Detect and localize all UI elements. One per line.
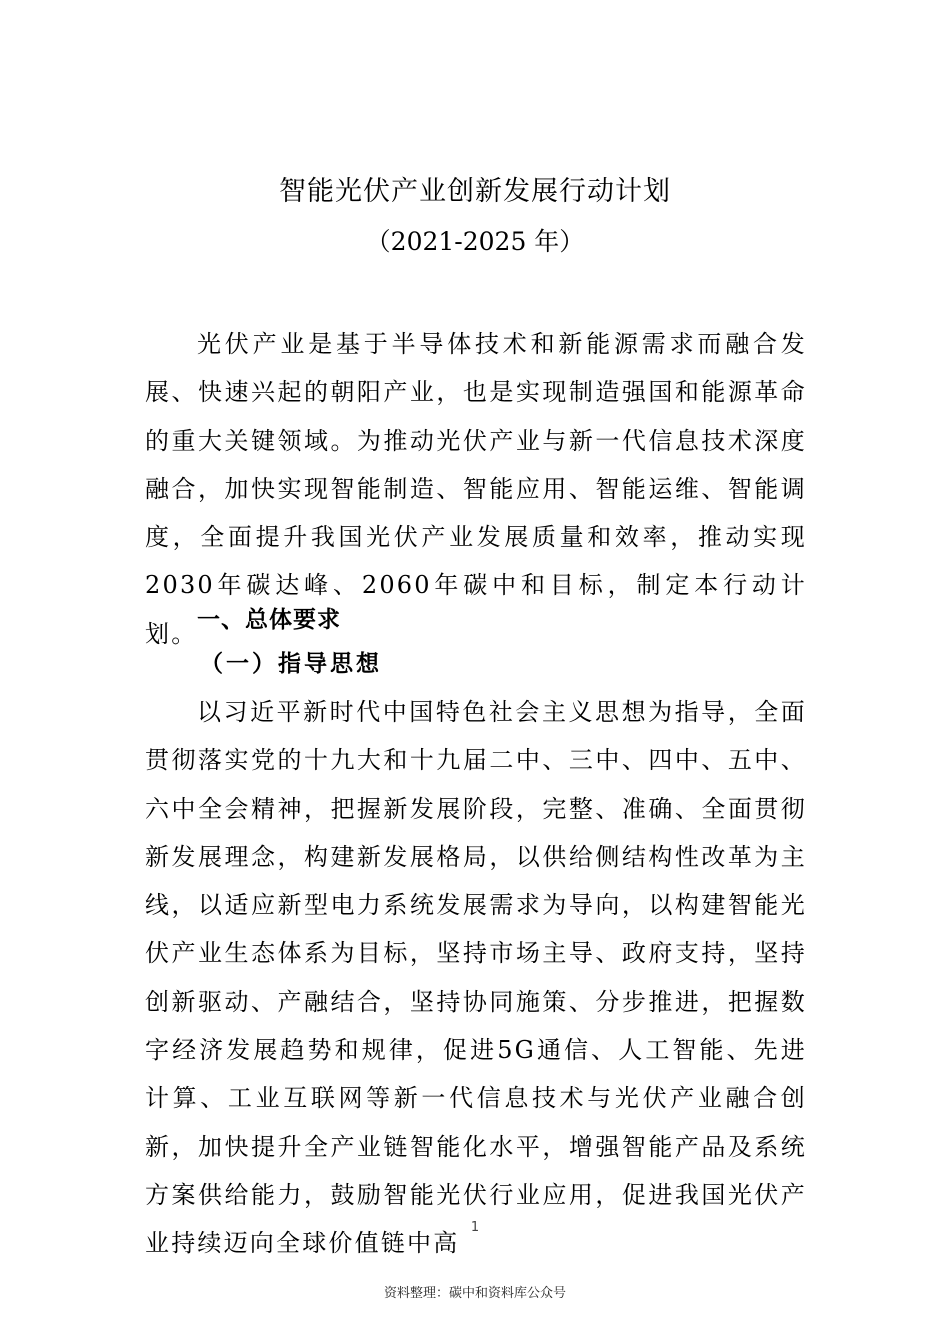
document-title: 智能光伏产业创新发展行动计划 [279,176,671,207]
subsection-heading: （一）指导思想 [200,651,382,677]
guiding-paragraph: 以习近平新时代中国特色社会主义思想为指导，全面贯彻落实党的十九大和十九届二中、三中、四中、五中、六中全会精神，把握新发展阶段，完整、准确、全面贯彻新发展理念，构建新发展格局，以供给侧结构性改革为主线，以适应新型电力系统发展需求为导向，以构建智能光伏产业生态体系为目标，坚持市场主导、政府支持，坚持创新驱动、产融结合，坚持协同施策、分步推进，把握数字经济发展趋势和规律，促进5G通信、人工智能、先进计算、工业互联网等新一代信息技术与光伏产业融合创新，加快提升全产业链智能化水平，增强智能产品及系统方案供给能力，鼓励智能光伏行业应用，促进我国光伏产业持续迈向全球价值链中高 [145,698,807,1258]
section-heading: 一、总体要求 [197,607,341,633]
footer-note: 资料整理：碳中和资料库公众号 [383,1286,566,1301]
intro-paragraph: 光伏产业是基于半导体技术和新能源需求而融合发展、快速兴起的朝阳产业，也是实现制造强国和能源革命的重大关键领域。为推动光伏产业与新一代信息技术深度融合，加快实现智能制造、智能应用、智能运维、智能调度，全面提升我国光伏产业发展质量和效率，推动实现2030年碳达峰、2060年碳中和目标，制定本行动计划。 [145,330,807,648]
document-subtitle: （2021-2025 年） [365,227,585,256]
page-number: 1 [470,1220,480,1235]
